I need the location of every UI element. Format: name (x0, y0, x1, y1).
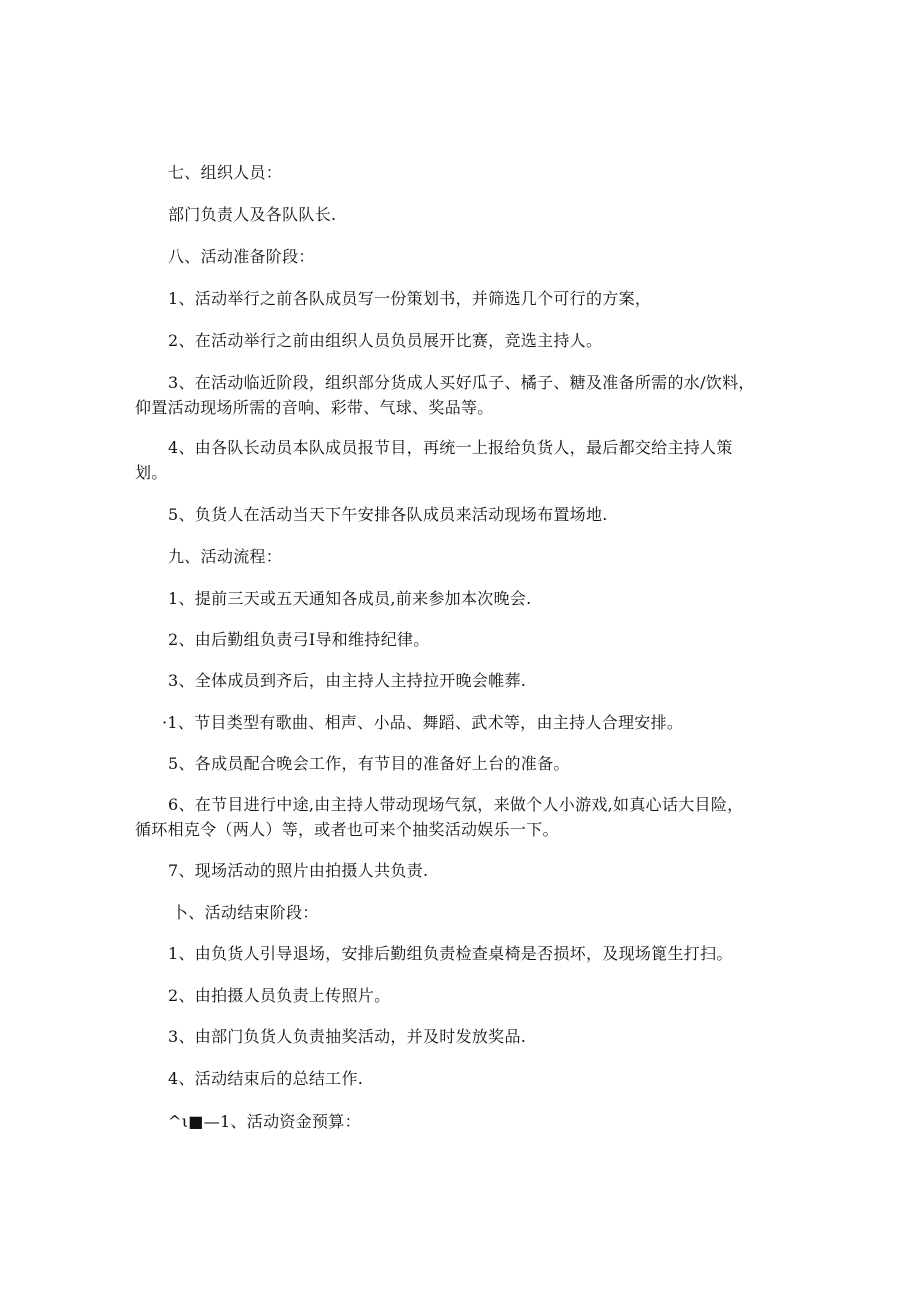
section-heading-budget: ^ι■—1、活动资金预算： (168, 1112, 361, 1131)
paragraph-line: 2、在活动举行之前由组织人员负员展开比赛，竞选主持人。 (168, 331, 603, 350)
paragraph-line: 3、由部门负货人负责抽奖活动，并及时发放奖品. (168, 1027, 527, 1046)
paragraph-line: ·1、节目类型有歌曲、相声、小品、舞蹈、武术等，由主持人合理安排。 (162, 713, 684, 732)
paragraph-line: 4、活动结束后的总结工作. (168, 1069, 364, 1088)
section-heading-closing: 卜、活动结束阶段： (172, 903, 319, 922)
paragraph-line: 2、由后勤组负责弓I导和维持纪律。 (168, 630, 430, 649)
section-heading-process: 九、活动流程： (168, 547, 283, 566)
paragraph-line: 1、提前三天或五天通知各成员,前来参加本次晚会. (168, 589, 532, 608)
paragraph-line: 7、现场活动的照片由拍摄人共负责. (168, 861, 429, 880)
paragraph-line: 5、负货人在活动当天下午安排各队成员来活动现场布置场地. (168, 505, 608, 524)
paragraph-line: 5、各成员配合晚会工作，有节目的准备好上台的准备。 (168, 754, 570, 773)
paragraph-line: 3、在活动临近阶段，组织部分货成人买好瓜子、橘子、糖及准备所需的水/饮料， (168, 373, 755, 392)
section-heading-preparation: 八、活动准备阶段： (168, 247, 315, 266)
paragraph-line: 循环相克令（两人）等，或者也可来个抽奖活动娱乐一下。 (135, 820, 559, 839)
paragraph-line: 1、由负货人引导退场，安排后勤组负责检查桌椅是否损坏，及现场篦生打扫。 (168, 944, 733, 963)
paragraph-line: 1、活动举行之前各队成员写一份策划书，并筛选几个可行的方案， (168, 289, 652, 308)
paragraph-line: 2、由拍摄人员负责上传照片。 (168, 986, 391, 1005)
paragraph-line: 划。 (135, 463, 168, 482)
paragraph-line: 4、由各队长动员本队成员报节目，再统一上报给负货人，最后都交给主持人策 (168, 438, 733, 457)
paragraph-line: 6、在节目进行中途,由主持人带动现场气氛，来做个人小游戏,如真心话大目险， (168, 795, 744, 814)
paragraph-line: 部门负责人及各队队长. (168, 205, 337, 224)
paragraph-line: 仰置活动现场所需的音响、彩带、气球、奖品等。 (135, 398, 494, 417)
paragraph-line: 3、全体成员到齐后，由主持人主持拉开晚会帷葬. (168, 671, 527, 690)
section-heading-organizers: 七、组织人员： (168, 163, 283, 182)
